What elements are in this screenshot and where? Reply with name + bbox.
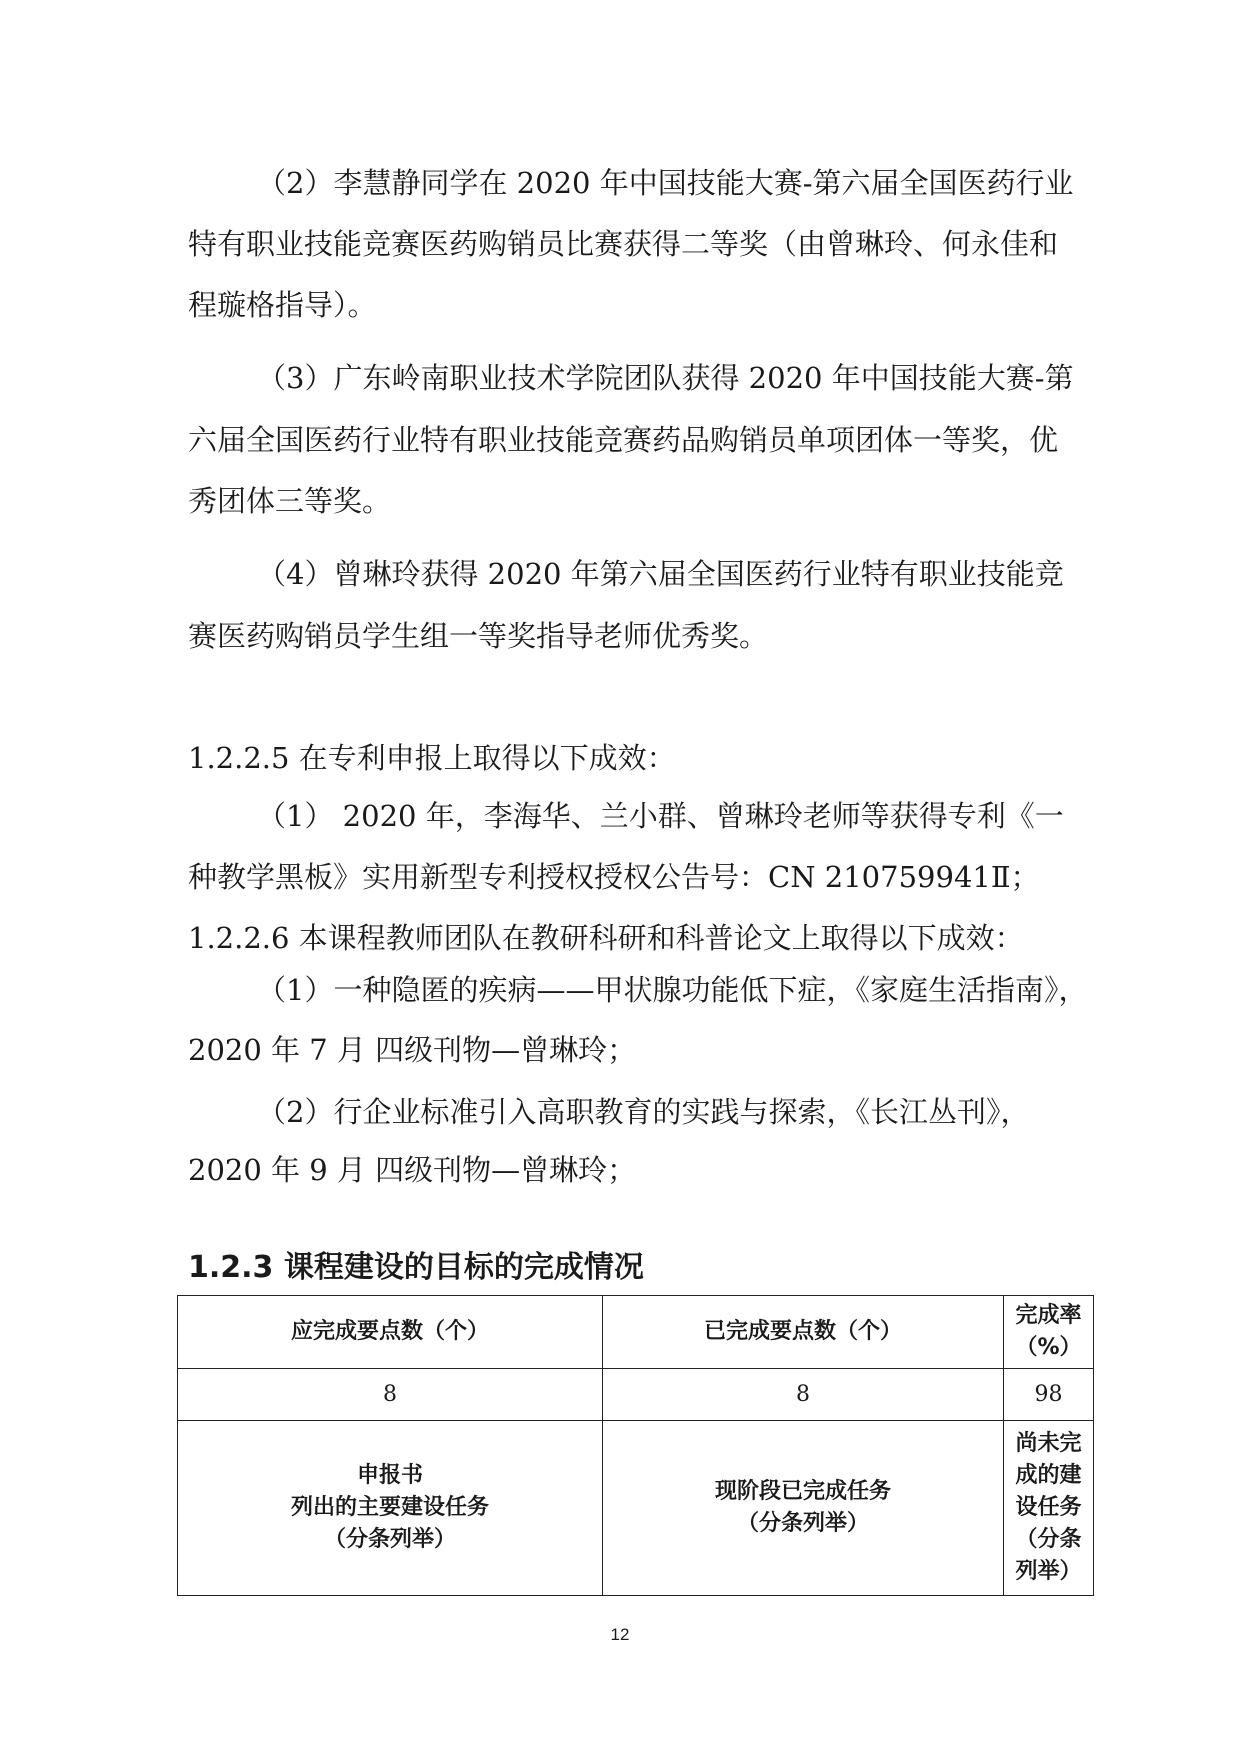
table-cell: 8 <box>603 1369 1004 1421</box>
header-line: （分条列举） <box>736 1511 869 1536</box>
paragraph-line: 赛医药购销员学生组一等奖指导老师优秀奖。 <box>188 619 769 653</box>
table-header-row <box>178 1296 1094 1369</box>
table-header-cell: 应完成要点数（个） <box>178 1296 603 1369</box>
completion-table <box>177 1295 1094 1596</box>
paragraph-line: 2020 年 7 月 四级刊物—曾琳玲； <box>188 1033 637 1067</box>
paragraph-line: 秀团体三等奖。 <box>188 484 392 518</box>
section-heading: 1.2.3 课程建设的目标的完成情况 <box>188 1250 644 1285</box>
table-header-cell <box>178 1421 603 1596</box>
header-line: （分条 <box>1015 1527 1082 1552</box>
header-line: 申报书 <box>356 1463 423 1488</box>
subsection-heading: 1.2.2.5 在专利申报上取得以下成效： <box>188 741 676 775</box>
paragraph-line: （1）一种隐匿的疾病——甲状腺功能低下症，《家庭生活指南》， <box>257 973 1088 1007</box>
table-header-cell <box>603 1421 1004 1596</box>
paragraph-line: （2）行企业标准引入高职教育的实践与探索，《长江丛刊》， <box>257 1095 1030 1129</box>
table-row <box>178 1421 1094 1596</box>
header-line: 设任务 <box>1015 1495 1082 1520</box>
paragraph-line: 六届全国医药行业特有职业技能竞赛药品购销员单项团体一等奖，优 <box>188 423 1059 457</box>
header-line: 列举） <box>1015 1559 1082 1584</box>
header-line: 成的建 <box>1015 1463 1082 1488</box>
table-header-cell <box>1004 1421 1094 1596</box>
header-line: （分条列举） <box>323 1527 456 1552</box>
page-number: 12 <box>610 1625 630 1644</box>
paragraph-line: （3）广东岭南职业技术学院团队获得 2020 年中国技能大赛-第 <box>257 361 1074 395</box>
paragraph-line: 特有职业技能竞赛医药购销员比赛获得二等奖（由曾琳玲、何永佳和 <box>188 227 1059 261</box>
paragraph-line: 2020 年 9 月 四级刊物—曾琳玲； <box>188 1153 637 1187</box>
table-header-cell: 已完成要点数（个） <box>603 1296 1004 1369</box>
paragraph-line: （4）曾琳玲获得 2020 年第六届全国医药行业特有职业技能竞 <box>257 557 1064 591</box>
table-row <box>178 1369 1094 1421</box>
table-cell: 8 <box>178 1369 603 1421</box>
header-line: 现阶段已完成任务 <box>714 1479 891 1504</box>
paragraph-line: （2）李慧静同学在 2020 年中国技能大赛-第六届全国医药行业 <box>257 166 1074 200</box>
header-line: （%） <box>1015 1335 1082 1360</box>
paragraph-line: 程璇格指导）。 <box>188 288 377 322</box>
paragraph-line: （1） 2020 年，李海华、兰小群、曾琳玲老师等获得专利《一 <box>257 799 1064 833</box>
paragraph-line: 种教学黑板》实用新型专利授权授权公告号：CN 210759941Ⅱ； <box>188 860 1040 894</box>
header-line: 列出的主要建设任务 <box>290 1495 489 1520</box>
header-line: 完成率 <box>1015 1303 1082 1328</box>
table-cell: 98 <box>1004 1369 1094 1421</box>
header-line: 尚未完 <box>1015 1431 1082 1456</box>
table-header-cell <box>1004 1296 1094 1369</box>
subsection-heading: 1.2.2.6 本课程教师团队在教研科研和科普论文上取得以下成效： <box>188 921 1024 955</box>
